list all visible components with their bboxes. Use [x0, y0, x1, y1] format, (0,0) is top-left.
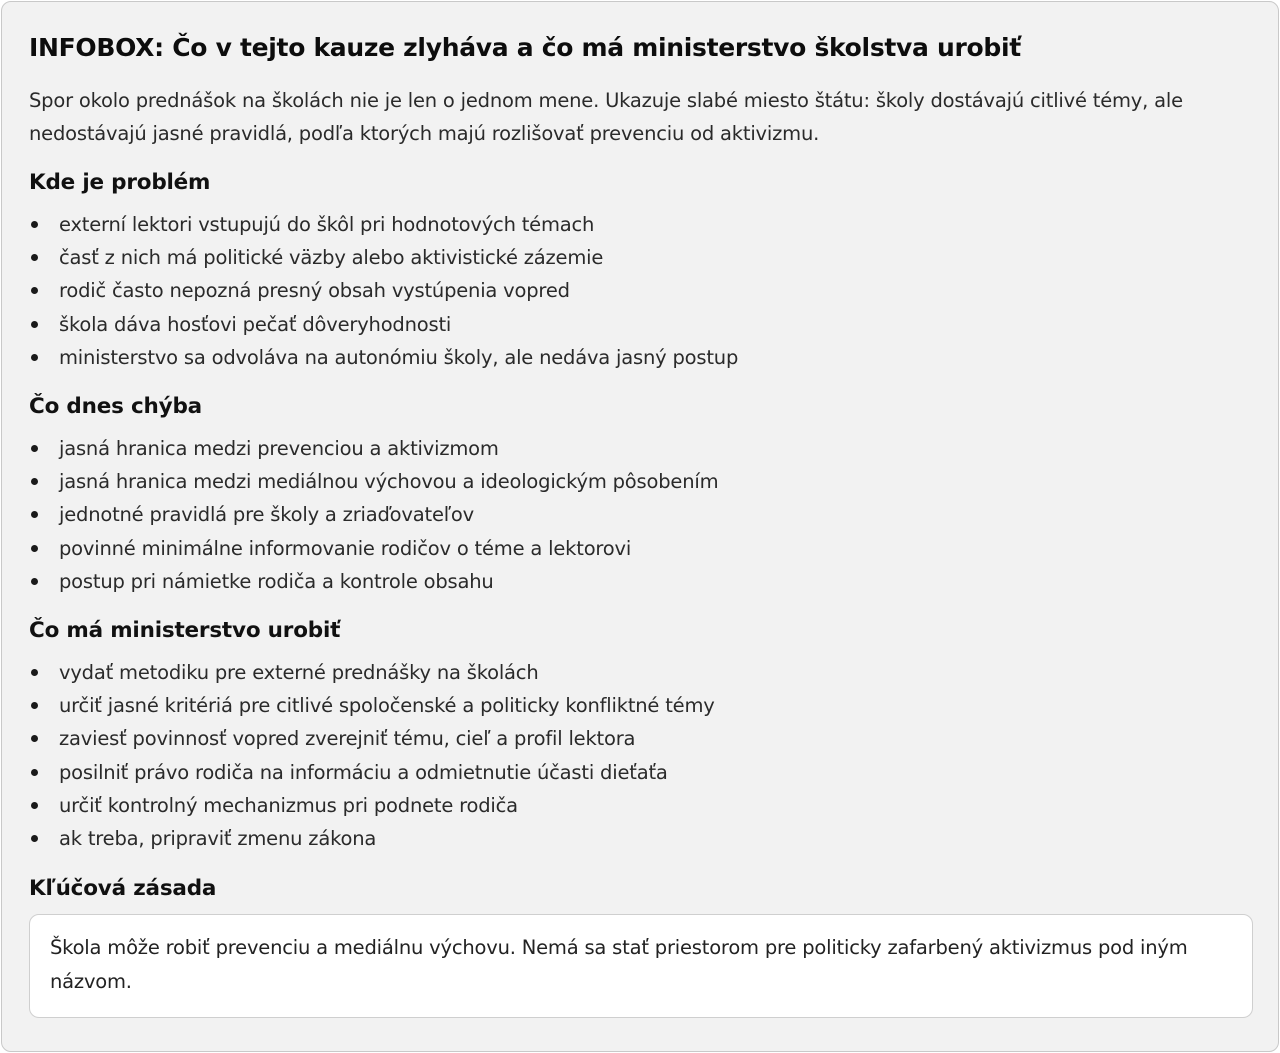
list-item-text: časť z nich má politické väzby alebo aktivistické zázemie	[59, 246, 604, 270]
list-item-text: ak treba, pripraviť zmenu zákona	[59, 827, 377, 851]
list-item	[29, 208, 1251, 241]
list-item	[29, 565, 1251, 598]
list-item-text: rodič často nepozná presný obsah vystúpenia vopred	[59, 279, 570, 303]
bullet-list-problem	[29, 208, 1251, 374]
list-item-text: externí lektori vstupujú do škôl pri hodnotových témach	[59, 213, 595, 236]
infobox-title: INFOBOX: Čo v tejto kauze zlyháva a čo má ministerstvo školstva urobiť	[29, 33, 1021, 62]
list-item	[29, 274, 1251, 307]
intro-paragraph: Spor okolo prednášok na školách nie je len o jednom mene. Ukazuje slabé miesto štátu: školy dostávajú citlivé témy, ale nedostávajú jasné pravidlá, podľa ktorých majú rozlišovať prevenciu od aktivizmu.	[29, 89, 1183, 145]
bullet-icon	[31, 321, 38, 328]
list-item	[29, 465, 1251, 498]
list-item	[29, 689, 1251, 722]
list-item	[29, 722, 1251, 755]
list-item-text: jasná hranica medzi mediálnou výchovou a ideologickým pôsobením	[59, 470, 719, 494]
list-item	[29, 756, 1251, 789]
key-principle-box	[29, 914, 1253, 1018]
list-item-text: vydať metodiku pre externé prednášky na školách	[59, 661, 539, 685]
list-item	[29, 789, 1251, 822]
bullet-list-missing	[29, 432, 1251, 598]
bullet-icon	[31, 802, 38, 809]
list-item	[29, 241, 1251, 274]
list-item-text: posilniť právo rodiča na informáciu a odmietnutie účasti dieťaťa	[59, 760, 668, 784]
bullet-icon	[31, 478, 38, 485]
list-item	[29, 822, 1251, 855]
list-item-text: jednotné pravidlá pre školy a zriaďovateľov	[59, 503, 474, 527]
bullet-icon	[31, 769, 38, 776]
infobox	[1, 1, 1279, 1052]
bullet-list-ministry	[29, 656, 1251, 855]
bullet-icon	[31, 702, 38, 709]
list-item-text: postup pri námietke rodiča a kontrole obsahu	[59, 569, 494, 593]
bullet-icon	[31, 545, 38, 552]
list-item-text: jasná hranica medzi prevenciou a aktivizmom	[59, 437, 499, 461]
bullet-icon	[31, 287, 38, 294]
bullet-icon	[31, 835, 38, 842]
key-principle-text: Škola môže robiť prevenciu a mediálnu výchovu. Nemá sa stať priestorom pre politicky zafarbený aktivizmus pod iným názvom.	[50, 936, 1188, 994]
bullet-icon	[31, 221, 38, 228]
list-item	[29, 532, 1251, 565]
list-item-text: povinné minimálne informovanie rodičov o téme a lektorovi	[59, 536, 632, 560]
list-item	[29, 498, 1251, 531]
list-item-text: zaviesť povinnosť vopred zverejniť tému, cieľ a profil lektora	[59, 727, 636, 751]
list-item-text: určiť kontrolný mechanizmus pri podnete rodiča	[59, 793, 518, 817]
bullet-icon	[31, 511, 38, 518]
list-item	[29, 432, 1251, 465]
bullet-icon	[31, 735, 38, 742]
list-item	[29, 656, 1251, 689]
bullet-icon	[31, 669, 38, 676]
section-heading-key-principle: Kľúčová zásada	[29, 876, 217, 902]
section-heading-ministry: Čo má ministerstvo urobiť	[29, 618, 341, 644]
bullet-icon	[31, 445, 38, 452]
list-item-text: ministerstvo sa odvoláva na autonómiu školy, ale nedáva jasný postup	[59, 345, 739, 369]
bullet-icon	[31, 354, 38, 361]
section-heading-problem: Kde je problém	[29, 170, 211, 195]
list-item-text: určiť jasné kritériá pre citlivé spoločenské a politicky konfliktné témy	[59, 694, 715, 718]
list-item	[29, 341, 1251, 374]
list-item	[29, 308, 1251, 341]
section-heading-missing: Čo dnes chýba	[29, 394, 202, 420]
bullet-icon	[31, 254, 38, 261]
list-item-text: škola dáva hosťovi pečať dôveryhodnosti	[59, 312, 452, 336]
bullet-icon	[31, 578, 38, 585]
